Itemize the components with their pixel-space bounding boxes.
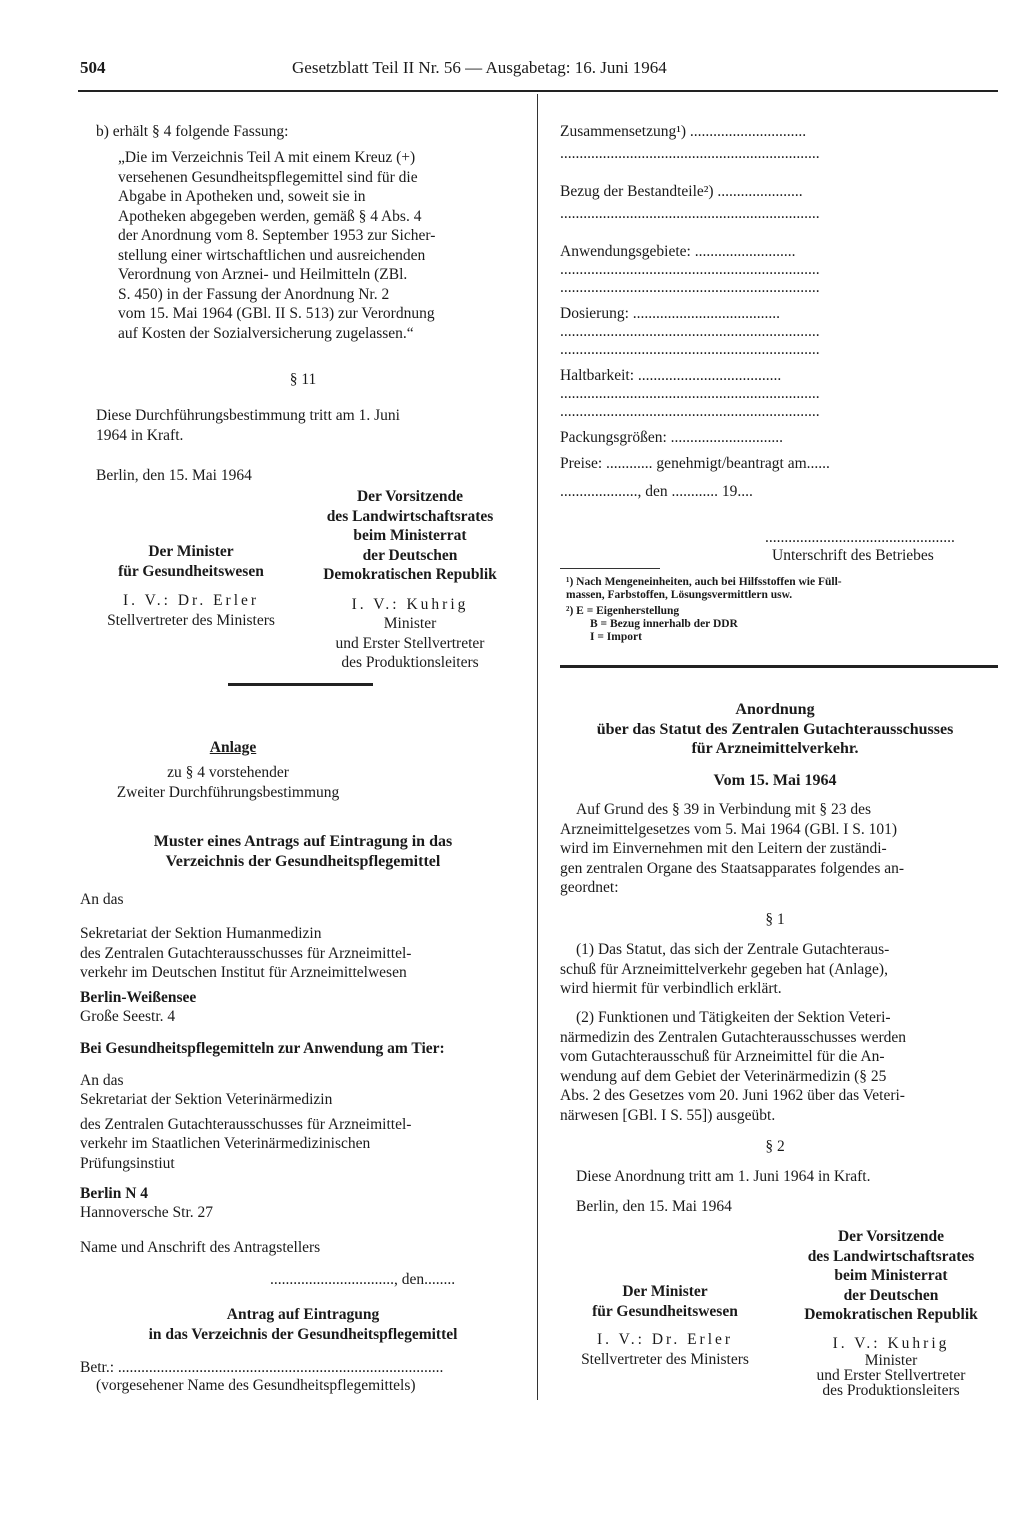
berlin-n4: Berlin N 4 (80, 1185, 149, 1202)
title-line: über das Statut des Zentralen Gutachterausschusses (596, 720, 954, 738)
betreff-field[interactable]: Betr.: .................................................................................... (80, 1359, 444, 1376)
address-line: verkehr im Deutschen Institut für Arzneimittelwesen (80, 964, 407, 981)
antrag-title (78, 1305, 528, 1344)
signature-minister (78, 542, 304, 630)
signature-chairman (300, 487, 520, 673)
text-line: närmedizin des Zentralen Gutachterausschusses werden (560, 1028, 907, 1046)
muster-title (78, 832, 528, 871)
quote-line: S. 450) in der Fassung der Anordnung Nr. 2 (118, 285, 390, 303)
signatory-role: und Erster Stellvertreter (816, 1367, 966, 1384)
signatory-title: Der Minister (148, 543, 234, 560)
signatory-name: I. V.: Dr. Erler (122, 592, 260, 609)
quote-line: Verordnung von Arznei- und Heilmitteln (ZBl. (118, 266, 408, 283)
text-line: Diese Durchführungsbestimmung tritt am 1. Juni (96, 407, 400, 424)
section-2-text: Diese Anordnung tritt am 1. Juni 1964 in Kraft. (576, 1168, 871, 1185)
footnote-line: ²) E = Eigenherstellung (566, 605, 680, 617)
signatory-title: der Deutschen (843, 1286, 939, 1304)
title-line: Antrag auf Eintragung (226, 1306, 380, 1323)
text-line: Zweiter Durchführungsbestimmung (116, 783, 340, 801)
text-line: gen zentralen Organe des Staatsapparates folgendes an- (560, 859, 905, 877)
text-line: schuß für Arzneimittelverkehr gegeben hat (Anlage), (560, 960, 888, 978)
date-field[interactable]: ................................, den........ (270, 1271, 456, 1288)
signatory-name: I. V.: Dr. Erler (596, 1331, 734, 1348)
form-row-anwendungsgebiete[interactable]: Anwendungsgebiete: .......................... (560, 243, 796, 260)
footnotes (566, 576, 996, 644)
anlage-subtitle (78, 763, 378, 802)
hannoversche: Hannoversche Str. 27 (80, 1204, 214, 1221)
form-row-blank[interactable]: ................................................................... (560, 323, 820, 340)
running-title: Gesetzblatt Teil II Nr. 56 — Ausgabetag: 16. Juni 1964 (292, 58, 667, 77)
signature-chairman-right (780, 1227, 1002, 1398)
signatory-title: für Gesundheitswesen (118, 562, 264, 580)
tier-heading: Bei Gesundheitspflegemitteln zur Anwendung am Tier: (80, 1040, 445, 1057)
section-divider (228, 683, 373, 686)
text-line: (1) Das Statut, das sich der Zentrale Gutachteraus- (576, 941, 890, 958)
section-1-abs1 (560, 940, 1000, 999)
form-row-blank[interactable]: ................................................................... (560, 205, 820, 222)
text-line: geordnet: (560, 879, 619, 896)
footnote-line: B = Bezug innerhalb der DDR (590, 618, 738, 630)
signatory-name: I. V.: Kuhrig (351, 595, 469, 613)
text-line: Auf Grund des § 39 in Verbindung mit § 23 des (576, 801, 872, 818)
signatory-title: Der Vorsitzende (356, 488, 464, 505)
quote-line: versehenen Gesundheitspflegemittel sind für die (118, 168, 418, 186)
form-row-blank[interactable]: ................................................................... (560, 385, 820, 402)
anlage-heading: Anlage (209, 739, 257, 756)
text-line: zu § 4 vorstehender (167, 764, 289, 781)
berlin-weissensee: Berlin-Weißensee (80, 989, 197, 1006)
signatory-role: des Produktionsleiters (341, 654, 479, 671)
item-b: b) erhält § 4 folgende Fassung: (96, 123, 289, 140)
footnote-line: I = Import (590, 631, 642, 643)
signatory-role: des Produktionsleiters (822, 1382, 960, 1399)
signatory-title: für Gesundheitswesen (592, 1302, 738, 1320)
footnote-rule (560, 568, 660, 569)
address-line: Sekretariat der Sektion Veterinärmedizin (80, 1091, 333, 1108)
anordnung-intro (560, 800, 1000, 898)
signatory-title: des Landwirtschaftsrates (807, 1247, 975, 1265)
section-1-heading: § 1 (765, 911, 785, 928)
signatory-title: Demokratischen Republik (804, 1306, 978, 1323)
text-line: (2) Funktionen und Tätigkeiten der Sektion Veteri- (576, 1009, 891, 1026)
address-line: Sekretariat der Sektion Humanmedizin (80, 925, 322, 942)
amended-text (118, 148, 520, 343)
text-line: vom Gutachterausschuß für Arzneimittel für die An- (560, 1048, 885, 1065)
an-das-2: An das (80, 1072, 124, 1089)
signatory-role: und Erster Stellvertreter (335, 634, 485, 652)
anordnung-title (545, 700, 1005, 759)
address-line: des Zentralen Gutachterausschusses für Arzneimittel- (80, 944, 412, 962)
text-line: Arzneimittelgesetzes vom 5. Mai 1964 (GBl. I S. 101) (560, 820, 898, 838)
vet-address (80, 1090, 520, 1173)
title-line: in das Verzeichnis der Gesundheitspflegemittel (148, 1325, 458, 1343)
place-date: Berlin, den 15. Mai 1964 (96, 467, 252, 484)
signatory-title: der Deutschen (362, 546, 458, 564)
address-line: Prüfungsinstiut (80, 1154, 175, 1172)
signature-line[interactable]: ................................................. (765, 529, 955, 546)
title-line: Anordnung (735, 701, 815, 718)
signatory-title: Demokratischen Republik (323, 566, 497, 583)
signatory-title: Der Vorsitzende (837, 1228, 945, 1245)
form-row-blank[interactable]: ................................................................... (560, 341, 820, 358)
signatory-name: I. V.: Kuhrig (832, 1334, 950, 1352)
section-divider-right (560, 665, 998, 668)
form-row-zusammensetzung[interactable]: Zusammensetzung¹) .............................. (560, 123, 807, 140)
section-2-heading: § 2 (765, 1138, 785, 1155)
signatory-role: Stellvertreter des Ministers (107, 611, 275, 629)
text-line: wird im Einvernehmen mit den Leitern der zuständi- (560, 840, 887, 857)
quote-line: vom 15. Mai 1964 (GBl. II S. 513) zur Verordnung (118, 305, 435, 322)
seestrasse: Große Seestr. 4 (80, 1008, 176, 1025)
form-row-blank[interactable]: ................................................................... (560, 145, 820, 162)
section-1-abs2 (560, 1008, 1000, 1125)
an-das: An das (80, 891, 124, 908)
form-row-date[interactable]: ...................., den ............ 19.... (560, 483, 753, 500)
form-row-preise[interactable]: Preise: ............ genehmigt/beantragt am...... (560, 455, 830, 472)
footnote-line: massen, Farbstoffen, Lösungsvermittlern usw. (566, 589, 793, 601)
quote-line: Abgabe in Apotheken und, soweit sie in (118, 188, 366, 205)
signatory-title: beim Ministerrat (834, 1267, 948, 1284)
form-row-haltbarkeit[interactable]: Haltbarkeit: ..................................... (560, 367, 782, 384)
text-line: wendung auf dem Gebiet der Veterinärmedizin (§ 25 (560, 1067, 887, 1085)
signatory-role: Stellvertreter des Ministers (581, 1350, 749, 1368)
footnote-line: ¹) Nach Mengeneinheiten, auch bei Hilfsstoffen wie Füll- (566, 576, 842, 588)
form-row-blank[interactable]: ................................................................... (560, 279, 820, 296)
signatory-title: Der Minister (622, 1283, 708, 1300)
text-line: wird hiermit für verbindlich erklärt. (560, 980, 782, 997)
application-form (560, 122, 1000, 510)
name-anschrift: Name und Anschrift des Antragstellers (80, 1239, 321, 1256)
quote-line: Apotheken abgegeben werden, gemäß § 4 Abs. 4 (118, 207, 422, 225)
signatory-title: beim Ministerrat (353, 527, 467, 544)
title-line: für Arzneimittelverkehr. (691, 740, 859, 757)
form-row-bezug[interactable]: Bezug der Bestandteile²) ...................... (560, 183, 803, 200)
quote-line: „Die im Verzeichnis Teil A mit einem Kreuz (+) (118, 149, 416, 166)
anordnung-date: Vom 15. Mai 1964 (713, 772, 837, 789)
place-date-right: Berlin, den 15. Mai 1964 (576, 1198, 732, 1215)
text-line: 1964 in Kraft. (96, 426, 184, 444)
signatory-title: des Landwirtschaftsrates (326, 507, 494, 525)
page-number: 504 (80, 58, 106, 77)
section-11-text (96, 406, 526, 445)
text-line: Abs. 2 des Gesetzes vom 20. Juni 1962 über das Veteri- (560, 1087, 905, 1104)
column-divider (537, 94, 538, 1400)
betreff-hint: (vorgesehener Name des Gesundheitspflegemittels) (96, 1377, 416, 1394)
address-line: des Zentralen Gutachterausschusses für Arzneimittel- (80, 1115, 412, 1133)
signatory-role: Minister (383, 615, 437, 632)
form-row-packungsgroessen[interactable]: Packungsgrößen: ............................. (560, 429, 784, 446)
quote-line: auf Kosten der Sozialversicherung zugelassen.“ (118, 324, 414, 342)
section-11-heading: § 11 (289, 371, 317, 388)
form-row-blank[interactable]: ................................................................... (560, 403, 820, 420)
header-rule (78, 90, 998, 92)
signatory-role: Minister (864, 1352, 918, 1369)
address-line: verkehr im Staatlichen Veterinärmedizinischen (80, 1135, 371, 1152)
unterschrift-label: Unterschrift des Betriebes (772, 547, 934, 564)
sekretariat-address (80, 924, 520, 983)
signature-minister-right (560, 1282, 770, 1369)
quote-line: stellung einer wirtschaftlichen und ausreichenden (118, 246, 426, 264)
form-row-dosierung[interactable]: Dosierung: ...................................... (560, 305, 781, 322)
title-line: Verzeichnis der Gesundheitspflegemittel (165, 852, 441, 870)
quote-line: der Anordnung vom 8. September 1953 zur Sicher- (118, 227, 436, 244)
text-line: närwesen [GBl. I S. 55]) ausgeübt. (560, 1106, 776, 1124)
form-row-blank[interactable]: ................................................................... (560, 261, 820, 278)
title-line: Muster eines Antrags auf Eintragung in das (153, 833, 453, 850)
